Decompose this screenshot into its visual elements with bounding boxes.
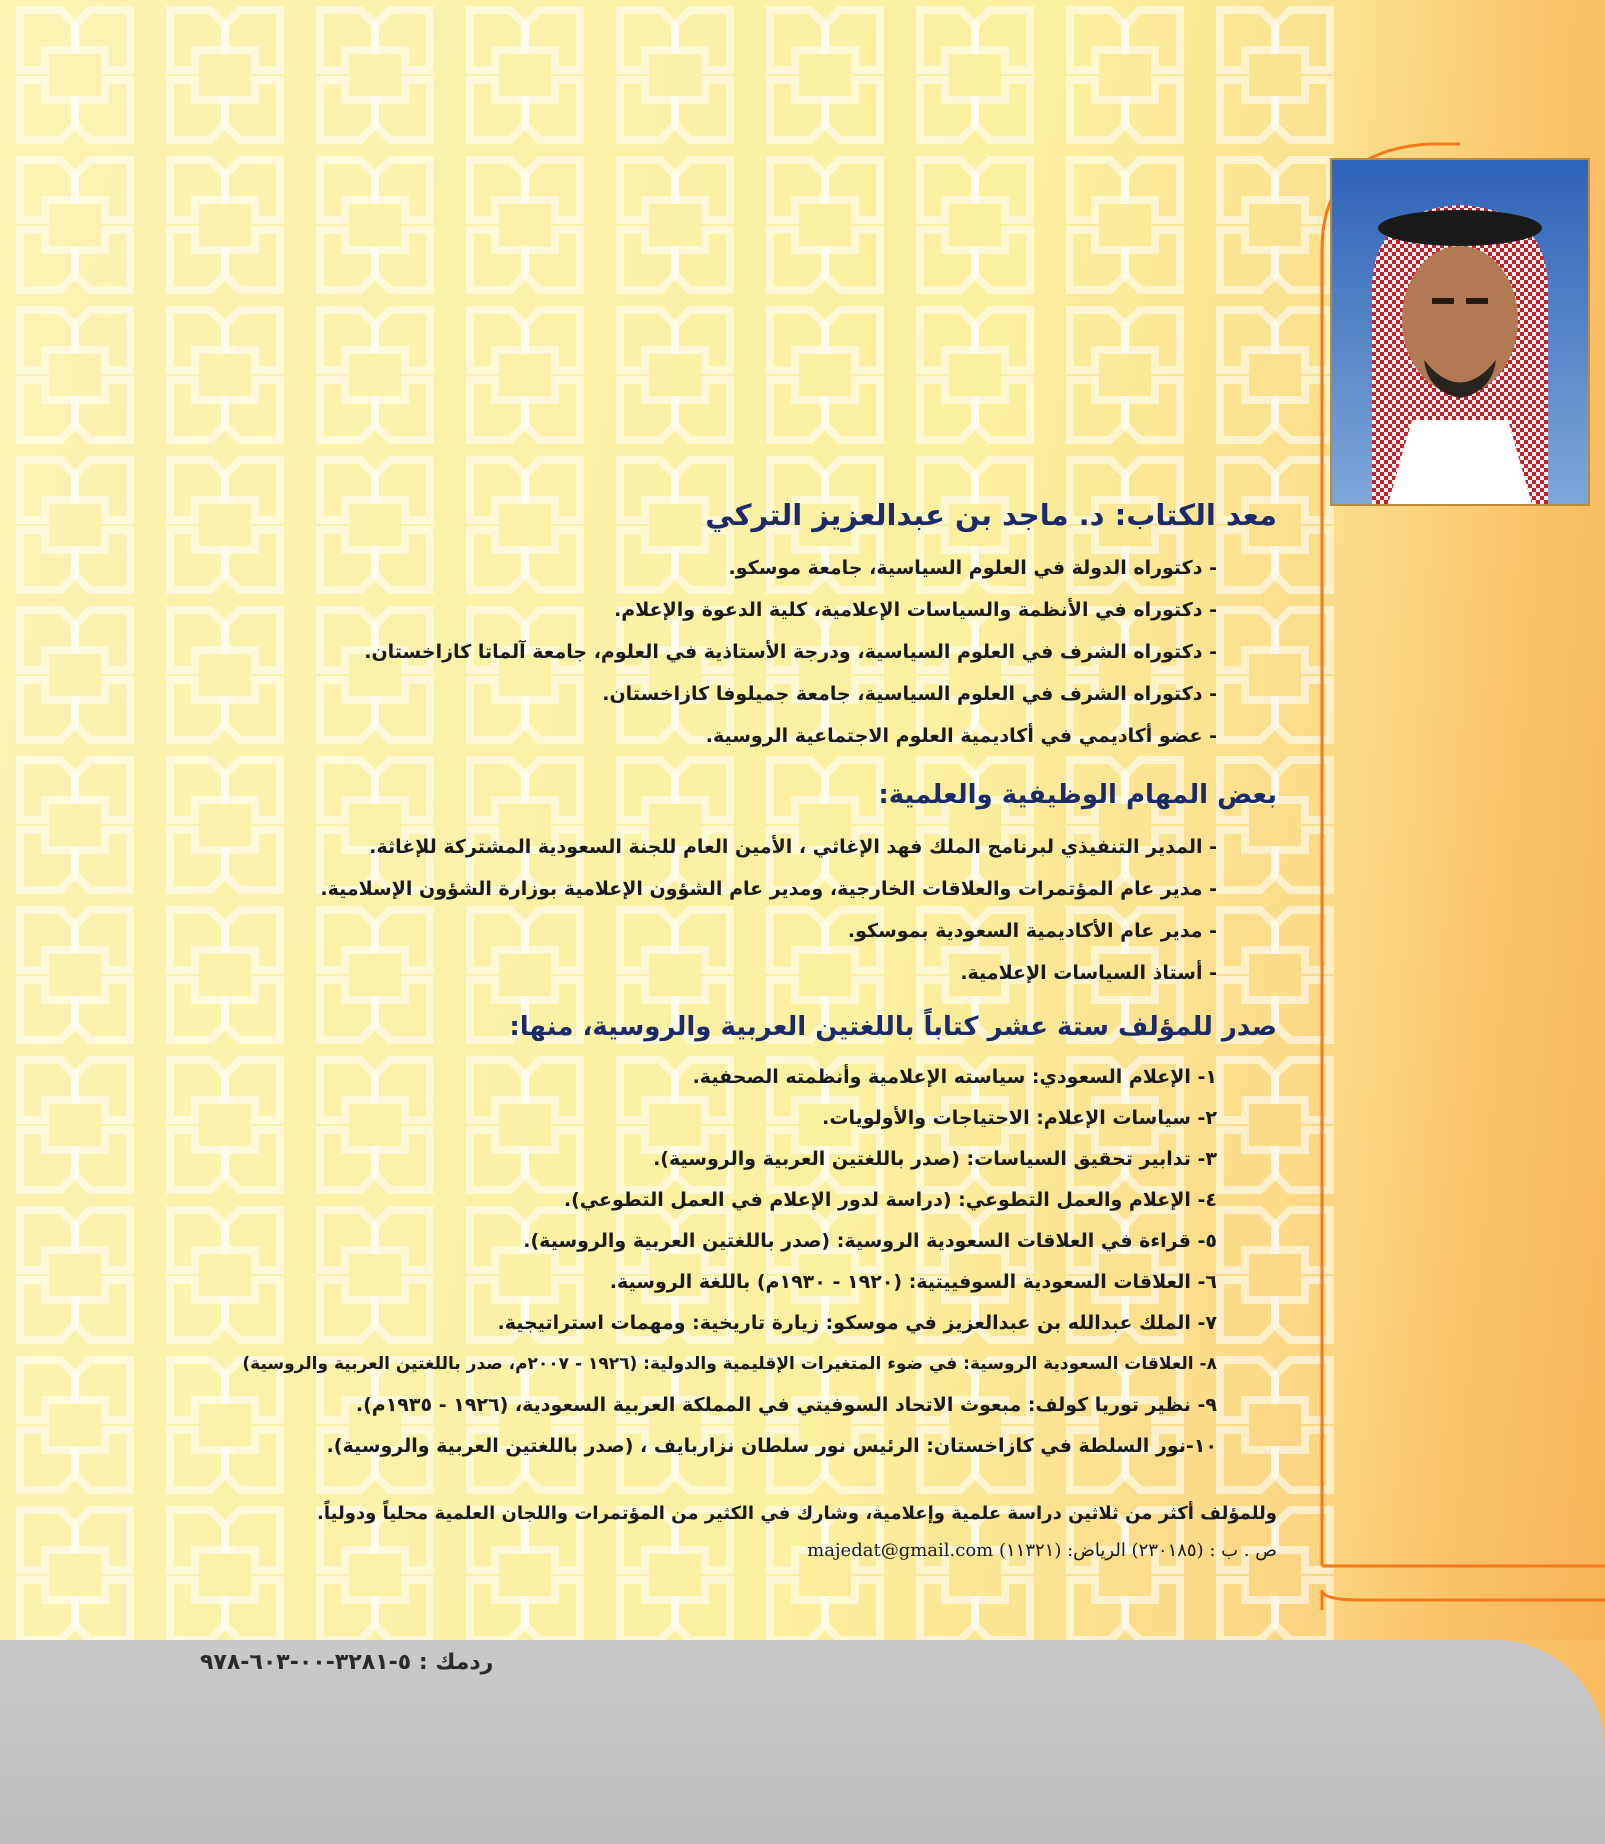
author-name: د. ماجد بن عبدالعزيز التركي — [705, 498, 1105, 532]
list-item: ٦- العلاقات السعودية السوفييتية: (١٩٢٠ - ١٩٣٠م) باللغة الروسية. — [609, 1271, 1217, 1293]
list-item: ٧- الملك عبدالله بن عبدالعزيز في موسكو: زيارة تاريخية: ومهمات استراتيجية. — [497, 1312, 1217, 1334]
list-item: - مدير عام المؤتمرات والعلاقات الخارجية، ومدير عام الشؤون الإعلامية بوزارة الشؤون الإسلامية. — [320, 878, 1217, 900]
roles-heading: بعض المهام الوظيفية والعلمية: — [878, 780, 1277, 810]
list-item: - أستاذ السياسات الإعلامية. — [960, 962, 1217, 984]
list-item: - المدير التنفيذي لبرنامج الملك فهد الإغاثي ، الأمين العام للجنة السعودية المشتركة للإغاثة. — [369, 836, 1217, 858]
roles-list — [17, 826, 1217, 994]
list-item: - مدير عام الأكاديمية السعودية بموسكو. — [847, 920, 1217, 942]
author-label: معد الكتاب: — [1114, 498, 1277, 532]
list-item: ١- الإعلام السعودي: سياسته الإعلامية وأنظمته الصحفية. — [692, 1066, 1217, 1088]
isbn: ردمك : ٥-٣٢٨١-٠٠-٦٠٣-٩٧٨ — [200, 1650, 494, 1675]
list-item: - دكتوراه الدولة في العلوم السياسية، جامعة موسكو. — [728, 557, 1217, 579]
list-item: ٢- سياسات الإعلام: الاحتياجات والأولويات. — [822, 1107, 1217, 1129]
author-photo — [1330, 158, 1590, 506]
books-list — [17, 1057, 1217, 1467]
list-item: - عضو أكاديمي في أكاديمية العلوم الاجتماعية الروسية. — [705, 725, 1217, 747]
list-item: ١٠-نور السلطة في كازاخستان: الرئيس نور سلطان نزاربايف ، (صدر باللغتين العربية والروسية). — [326, 1435, 1217, 1457]
list-item: - دكتوراه الشرف في العلوم السياسية، جامعة جميلوفا كازاخستان. — [602, 683, 1217, 705]
list-item: ٣- تدابير تحقيق السياسات: (صدر باللغتين العربية والروسية). — [653, 1148, 1217, 1170]
list-item: ٨- العلاقات السعودية الروسية: في ضوء المتغيرات الإقليمية والدولية: (١٩٢٦ - ٢٠٠٧م، صدر باللغتين العربية والروسية) — [242, 1354, 1217, 1374]
books-heading: صدر للمؤلف ستة عشر كتاباً باللغتين العربية والروسية، منها: — [509, 1012, 1277, 1042]
closing-note: وللمؤلف أكثر من ثلاثين دراسة علمية وإعلامية، وشارك في الكثير من المؤتمرات واللجان العلمية محلياً ودولياً. — [317, 1503, 1277, 1524]
author-heading — [377, 498, 1277, 532]
list-item: ٥- قراءة في العلاقات السعودية الروسية: (صدر باللغتين العربية والروسية). — [523, 1230, 1217, 1252]
contact-info: ص . ب : (٢٣٠١٨٥) الرياض: (١١٣٢١) majedat@gmail.com — [807, 1540, 1277, 1561]
list-item: ٩- نظير توريا كولف: مبعوث الاتحاد السوفيتي في المملكة العربية السعودية، (١٩٢٦ - ١٩٣٥م). — [355, 1394, 1217, 1416]
qualifications-list — [17, 547, 1217, 757]
list-item: - دكتوراه في الأنظمة والسياسات الإعلامية، كلية الدعوة والإعلام. — [614, 599, 1217, 621]
list-item: ٤- الإعلام والعمل التطوعي: (دراسة لدور الإعلام في العمل التطوعي). — [563, 1189, 1217, 1211]
list-item: - دكتوراه الشرف في العلوم السياسية، ودرجة الأستاذية في العلوم، جامعة آلماتا كازاخستان. — [364, 641, 1217, 663]
